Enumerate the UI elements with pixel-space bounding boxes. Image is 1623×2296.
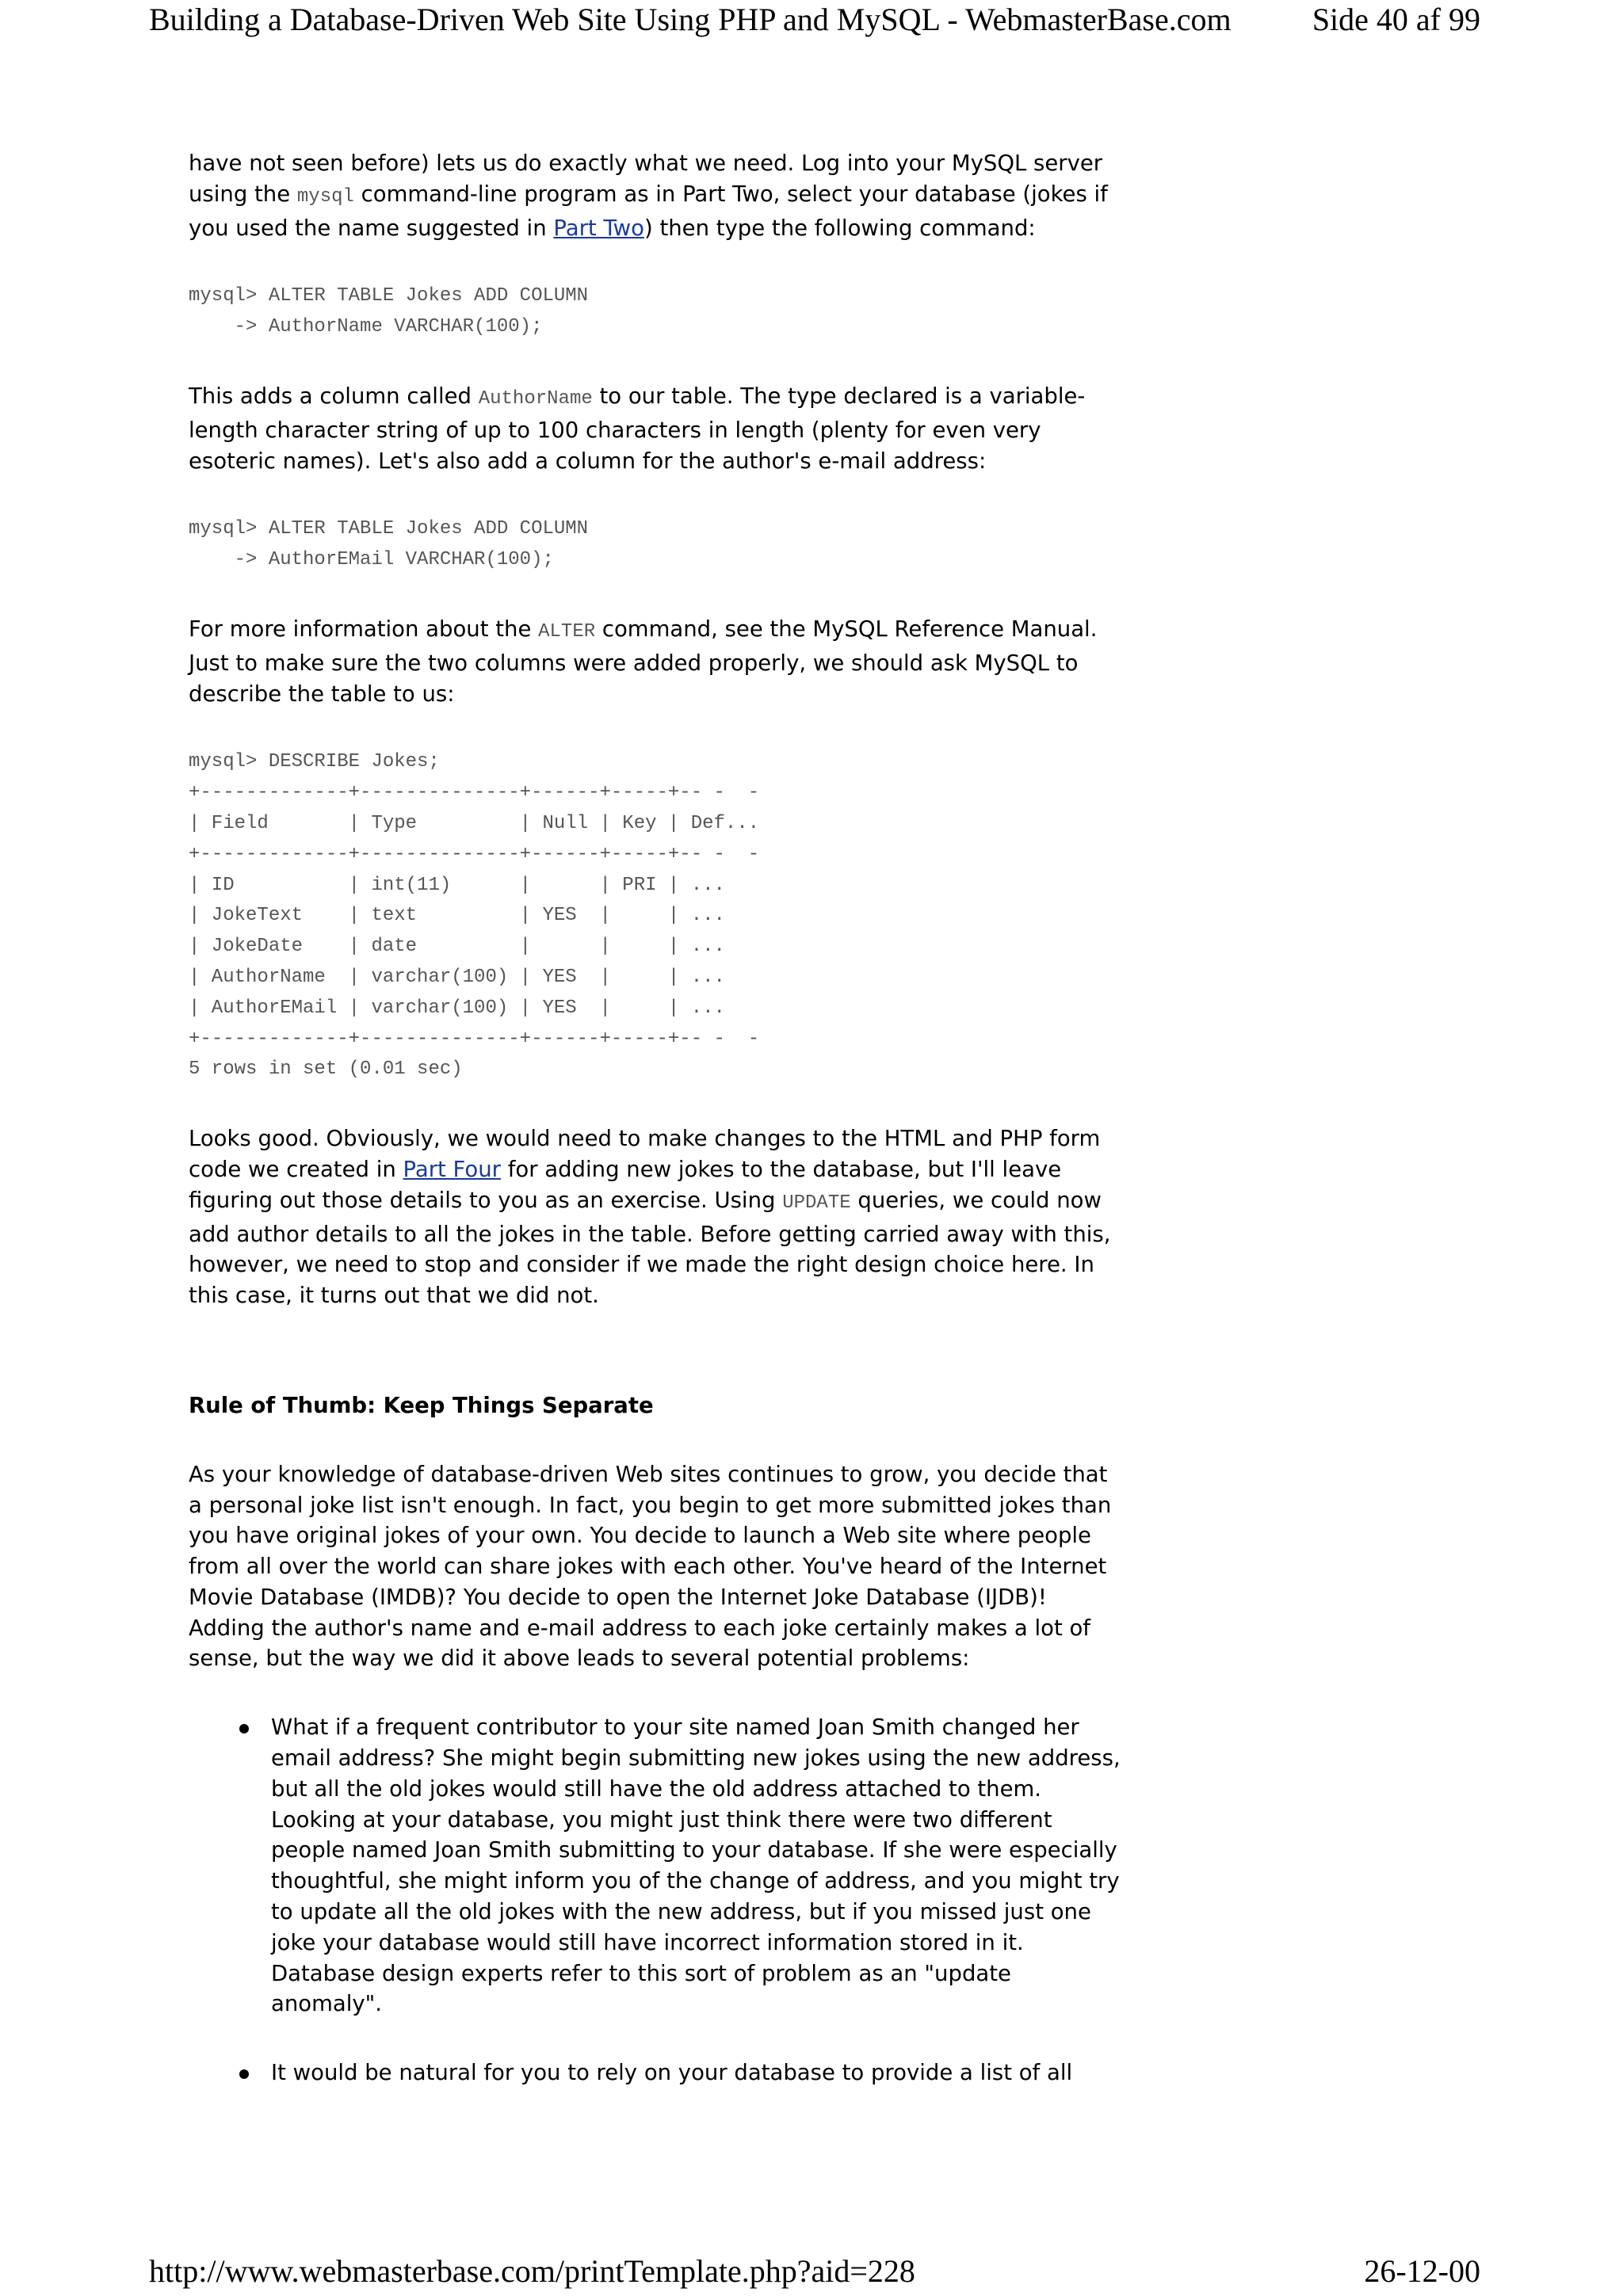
inline-code-mysql: mysql	[296, 185, 354, 208]
page-header	[149, 0, 1480, 48]
paragraph-looks-good	[189, 1123, 1124, 1311]
paragraph-intro	[189, 148, 1124, 243]
paragraph-text: For more information about the	[189, 616, 539, 642]
paragraph-text: for adding new jokes to the database, but I'll leave figuring out those details to you as an exercise. Using	[189, 1156, 1062, 1213]
link-part-four[interactable]: Part Four	[403, 1156, 501, 1182]
list-item-text: What if a frequent contributor to your site named Joan Smith changed her email address? She might begin submitting new jokes using the new address, but all the old jokes would still have the old address attached to them. Looking at your database, you might just think there were two different people named Joan Smith submitting to your database. If she were especially thoughtful, she might inform you of the change of address, and you might try to update all the old jokes with the new address, but if you missed just one joke your database would still have incorrect information stored in it. Database design experts refer to this sort of problem as an "update anomaly".	[271, 1714, 1121, 2017]
inline-code-authorname: AuthorName	[478, 387, 593, 410]
code-block-alter-author-email: mysql> ALTER TABLE Jokes ADD COLUMN -> AuthorEMail VARCHAR(100);	[189, 518, 589, 571]
paragraph-text: queries, we could now add author details to all the jokes in the table. Before getting carried away with this, however, we need to stop and consider if we made the right design choice here. In this case, it turns out that we did not.	[189, 1187, 1111, 1309]
paragraph-text: Looks good. Obviously, we would need to make changes to the HTML and PHP form code we created in	[189, 1126, 1101, 1182]
document-title: Building a Database-Driven Web Site Using PHP and MySQL - WebmasterBase.com	[149, 2, 1232, 37]
print-date: 26-12-00	[1364, 2253, 1480, 2289]
paragraph-alter-info	[189, 614, 1124, 709]
list-item	[189, 1712, 1124, 2019]
inline-code-update: UPDATE	[782, 1192, 851, 1214]
bullet-list	[189, 1712, 1124, 2088]
paragraph-text: This adds a column called	[189, 383, 479, 409]
page-footer	[149, 2252, 1480, 2296]
paragraph-text: command, see the MySQL Reference Manual. Just to make sure the two columns were added properly, we should ask MySQL to describe the table to us:	[189, 616, 1098, 707]
list-item	[189, 2058, 1124, 2088]
paragraph-text: have not seen before) lets us do exactly what we need. Log into your MySQL server using the	[189, 151, 1103, 207]
list-item-text: It would be natural for you to rely on your database to provide a list of all	[271, 2060, 1073, 2086]
article-content	[189, 148, 1124, 2088]
inline-code-alter: ALTER	[538, 620, 596, 643]
paragraph-ijdb: As your knowledge of database-driven Web sites continues to grow, you decide that a personal joke list isn't enough. In fact, you begin to get more submitted jokes than you have original jokes of your own. You decide to launch a Web site where people from all over the world can share jokes with each other. You've heard of the Internet Movie Database (IMDB)? You decide to open the Internet Joke Database (IJDB)! Adding the author's name and e-mail address to each joke certainly makes a lot of sense, but the way we did it above leads to several potential problems:	[189, 1461, 1112, 1672]
paragraph-text: to our table. The type declared is a variable-length character string of up to 100 characters in length (plenty for even very esoteric names). Let's also add a column for the author's e-mail address:	[189, 383, 1086, 474]
paragraph-text: command-line program as in Part Two, select your database (jokes if you used the name suggested in	[189, 181, 1108, 241]
code-block-alter-author-name: mysql> ALTER TABLE Jokes ADD COLUMN -> AuthorName VARCHAR(100);	[189, 285, 589, 338]
paragraph-text: ) then type the following command:	[643, 215, 1036, 241]
bullet-icon	[239, 2069, 249, 2079]
paragraph-author-name	[189, 381, 1124, 476]
page-number: Side 40 af 99	[1312, 2, 1480, 37]
section-heading: Rule of Thumb: Keep Things Separate	[189, 1392, 654, 1418]
code-block-describe-jokes: mysql> DESCRIBE Jokes; +-------------+--------------+------+-----+-- - - | Field | Type | Null | Key | Def... +-------------+--------------+------+-----+-- - - | ID | int(11) | | PRI | ... | JokeText | text | YES | | ... | JokeDate | date | | | ... | AuthorName | varchar(100) | YES | | ... | AuthorEMail | varchar(100) | YES | | ... +-------------+--------------+------+-----+-- - - 5 rows in set (0.01 sec)	[189, 751, 760, 1081]
link-part-two[interactable]: Part Two	[553, 215, 644, 241]
source-url: http://www.webmasterbase.com/printTemplate.php?aid=228	[149, 2253, 915, 2289]
bullet-icon	[239, 1724, 249, 1733]
